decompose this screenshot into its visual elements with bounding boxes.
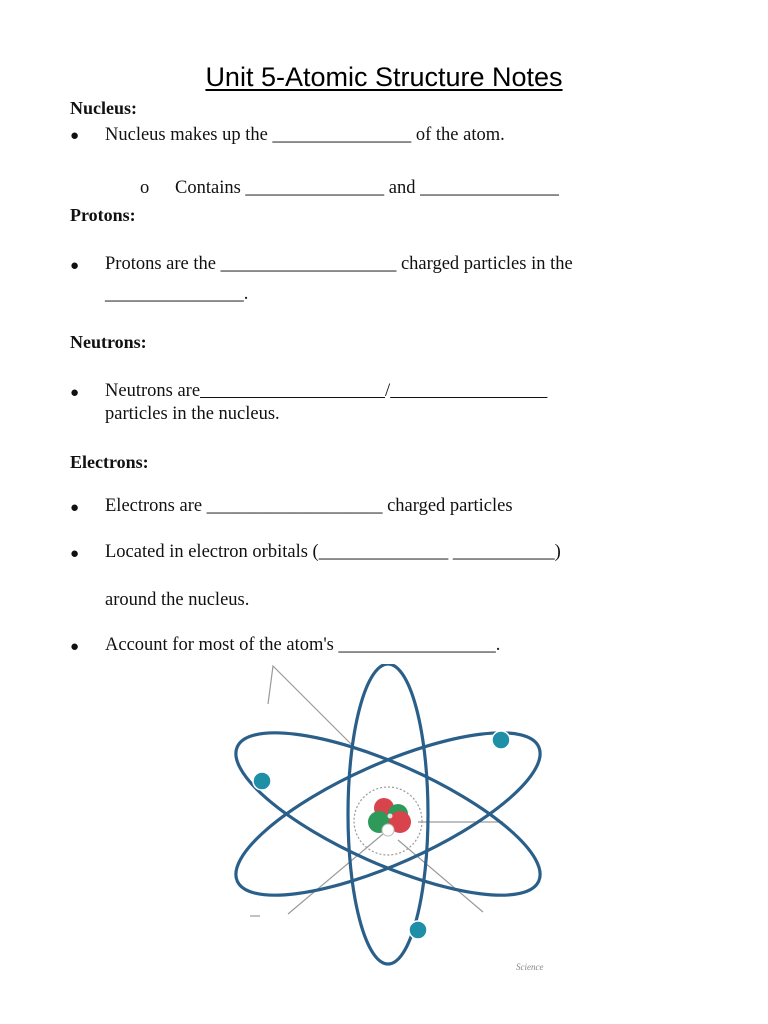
- page-title: Unit 5-Atomic Structure Notes: [205, 62, 563, 92]
- bullet-marker: ●: [70, 500, 80, 516]
- electrons-bullet-2-line-2: around the nucleus.: [105, 590, 250, 610]
- electron: [492, 731, 510, 749]
- neutrons-bullet-1-line-2: particles in the nucleus.: [105, 404, 280, 424]
- electron: [409, 921, 427, 939]
- nucleus-sub-bullet-1: Contains _______________ and _______________: [175, 178, 559, 198]
- electron: [253, 772, 271, 790]
- neutrons-slash: /: [385, 381, 391, 401]
- electrons-bullet-2-line-1: Located in electron orbitals (______________ ___________): [105, 542, 561, 562]
- nucleus-highlight: [382, 824, 394, 836]
- neutrons-prefix: Neutrons are: [105, 381, 201, 401]
- nucleus-bullet-1: Nucleus makes up the _______________ of the atom.: [105, 125, 505, 145]
- protons-bullet-1-line-2: _______________.: [105, 284, 249, 304]
- electrons-bullet-3: Account for most of the atom's _________________.: [105, 635, 501, 655]
- diagram-watermark: Science: [516, 962, 544, 972]
- neutrons-blank-1: [200, 381, 385, 401]
- heading-neutrons: Neutrons:: [70, 332, 147, 352]
- nucleus: [354, 787, 422, 855]
- neutrons-blank-2: [390, 381, 547, 401]
- nucleus-shine: [388, 814, 393, 819]
- heading-protons: Protons:: [70, 205, 136, 225]
- bullet-marker: ●: [70, 639, 80, 655]
- electrons-bullet-1: Electrons are ___________________ charged particles: [105, 496, 513, 516]
- neutrons-bullet-1-line-1: [105, 381, 547, 402]
- heading-nucleus: Nucleus:: [70, 98, 137, 118]
- bullet-marker: ●: [70, 258, 80, 274]
- heading-electrons: Electrons:: [70, 452, 149, 472]
- bullet-marker: ●: [70, 385, 80, 401]
- bullet-marker: ●: [70, 546, 80, 562]
- bullet-marker: ●: [70, 128, 80, 144]
- protons-bullet-1-line-1: Protons are the ___________________ charged particles in the: [105, 254, 573, 274]
- leader-lines: [250, 666, 503, 916]
- sub-bullet-marker: o: [140, 178, 150, 198]
- atom-diagram: [228, 664, 568, 984]
